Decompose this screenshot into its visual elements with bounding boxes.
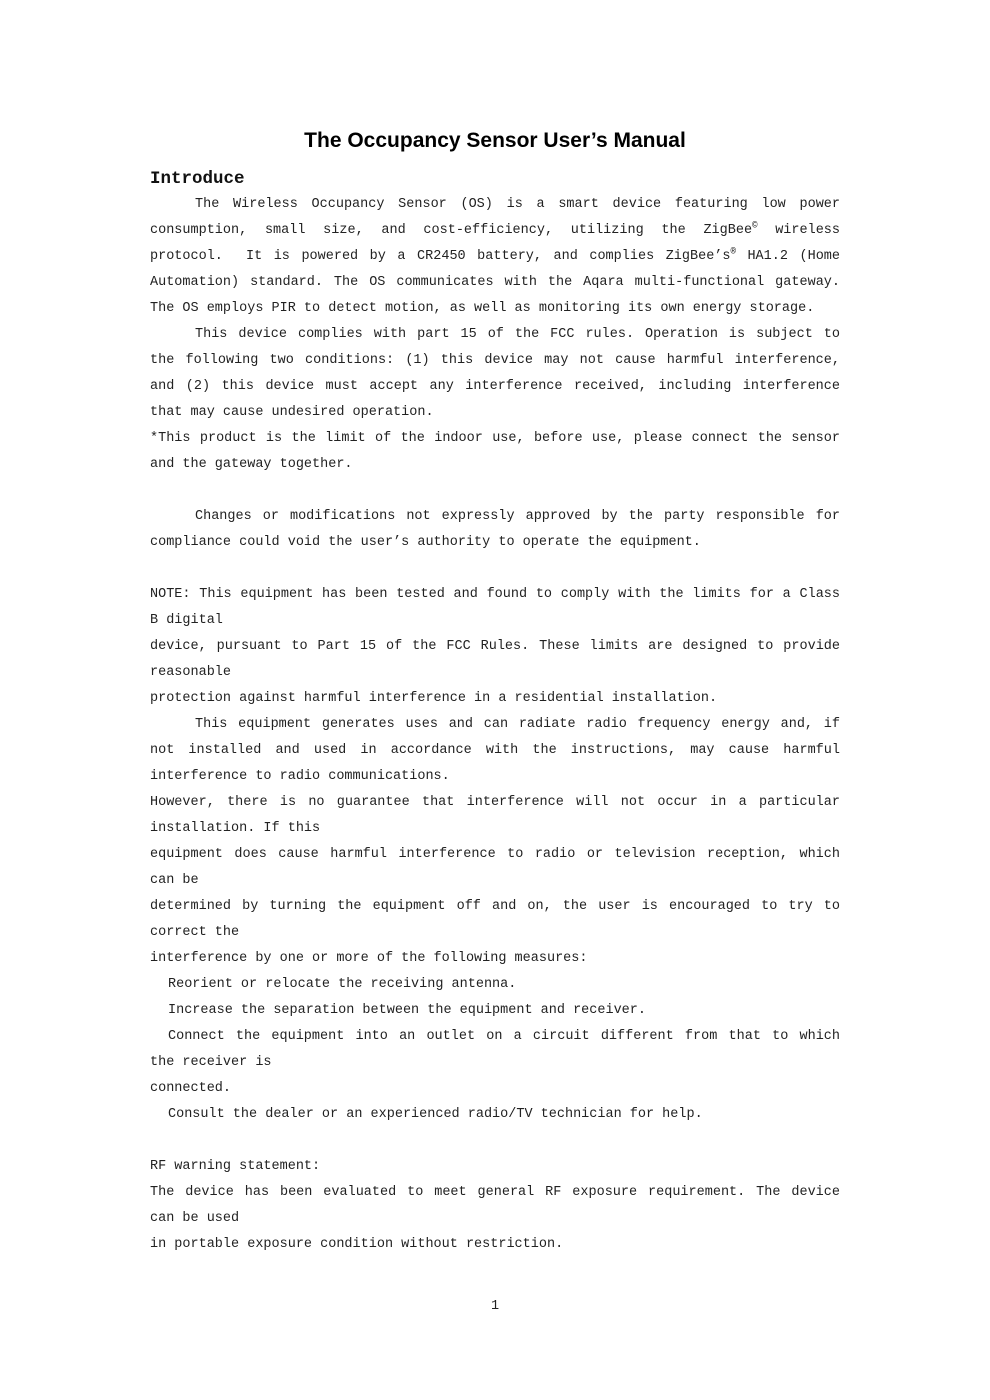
text-line: and (2) this device must accept any interference received, including interference xyxy=(150,379,840,394)
text-fragment: protocol. It is powered by a CR2450 battery, and complies ZigBee’s xyxy=(150,249,731,264)
text-line: and the gateway together. xyxy=(150,457,353,472)
text-line xyxy=(150,218,840,244)
text-line: device, pursuant to Part 15 of the FCC Rules. These limits are designed to provide xyxy=(150,639,840,654)
text-line: reasonable xyxy=(150,665,232,680)
text-line: equipment does cause harmful interference to radio or television reception, which xyxy=(150,847,840,862)
text-line: that may cause undesired operation. xyxy=(150,405,434,420)
text-line: interference to radio communications. xyxy=(150,769,450,784)
text-line: This device complies with part 15 of the FCC rules. Operation is subject to xyxy=(195,327,840,342)
text-line: The device has been evaluated to meet general RF exposure requirement. The device xyxy=(150,1185,840,1200)
text-line: This equipment generates uses and can radiate radio frequency energy and, if xyxy=(195,717,840,732)
text-line: determined by turning the equipment off and on, the user is encouraged to try to xyxy=(150,899,840,914)
text-fragment: HA1.2 (Home xyxy=(735,249,840,264)
blank-line xyxy=(150,1128,840,1154)
list-item: Increase the separation between the equipment and receiver. xyxy=(168,1003,646,1018)
text-line: *This product is the limit of the indoor use, before use, please connect the sensor xyxy=(150,431,840,446)
text-line: connected. xyxy=(150,1081,232,1096)
text-line: interference by one or more of the following measures: xyxy=(150,951,588,966)
registered-trademark-symbol: ® xyxy=(730,246,736,257)
text-line: not installed and used in accordance with the instructions, may cause harmful xyxy=(150,743,840,758)
page-content xyxy=(150,128,840,1258)
text-line: RF warning statement: xyxy=(150,1159,321,1174)
text-line: However, there is no guarantee that interference will not occur in a particular xyxy=(150,795,840,810)
list-item: Consult the dealer or an experienced radio/TV technician for help. xyxy=(168,1107,703,1122)
page-number: 1 xyxy=(490,1299,500,1314)
text-line: Changes or modifications not expressly approved by the party responsible for xyxy=(195,509,840,524)
text-line: protection against harmful interference in a residential installation. xyxy=(150,691,718,706)
text-line: installation. If this xyxy=(150,821,321,836)
body-text xyxy=(150,192,840,1258)
text-line: B digital xyxy=(150,613,223,628)
text-line: compliance could void the user’s authority to operate the equipment. xyxy=(150,535,701,550)
text-line: can be used xyxy=(150,1211,240,1226)
text-line: in portable exposure condition without restriction. xyxy=(150,1237,564,1252)
text-line: the following two conditions: (1) this device may not cause harmful interference, xyxy=(150,353,840,368)
blank-line xyxy=(150,556,840,582)
section-heading-introduce: Introduce xyxy=(150,169,245,189)
text-line: correct the xyxy=(150,925,240,940)
text-line: The OS employs PIR to detect motion, as well as monitoring its own energy storage. xyxy=(150,301,815,316)
list-item: Connect the equipment into an outlet on a circuit different from that to which xyxy=(168,1029,840,1044)
blank-line xyxy=(150,478,840,504)
copyright-symbol: © xyxy=(752,220,758,231)
page-title: The Occupancy Sensor User’s Manual xyxy=(304,129,686,152)
text-fragment: wireless xyxy=(757,223,841,238)
text-line: The Wireless Occupancy Sensor (OS) is a smart device featuring low power xyxy=(195,197,840,212)
text-line xyxy=(150,244,840,270)
text-line: the receiver is xyxy=(150,1055,272,1070)
text-line: NOTE: This equipment has been tested and found to comply with the limits for a Class xyxy=(150,587,840,602)
text-line: can be xyxy=(150,873,199,888)
text-line: Automation) standard. The OS communicates with the Aqara multi-functional gateway. xyxy=(150,275,840,290)
text-fragment: consumption, small size, and cost-efficiency, utilizing the ZigBee xyxy=(150,223,753,238)
list-item: Reorient or relocate the receiving antenna. xyxy=(168,977,517,992)
